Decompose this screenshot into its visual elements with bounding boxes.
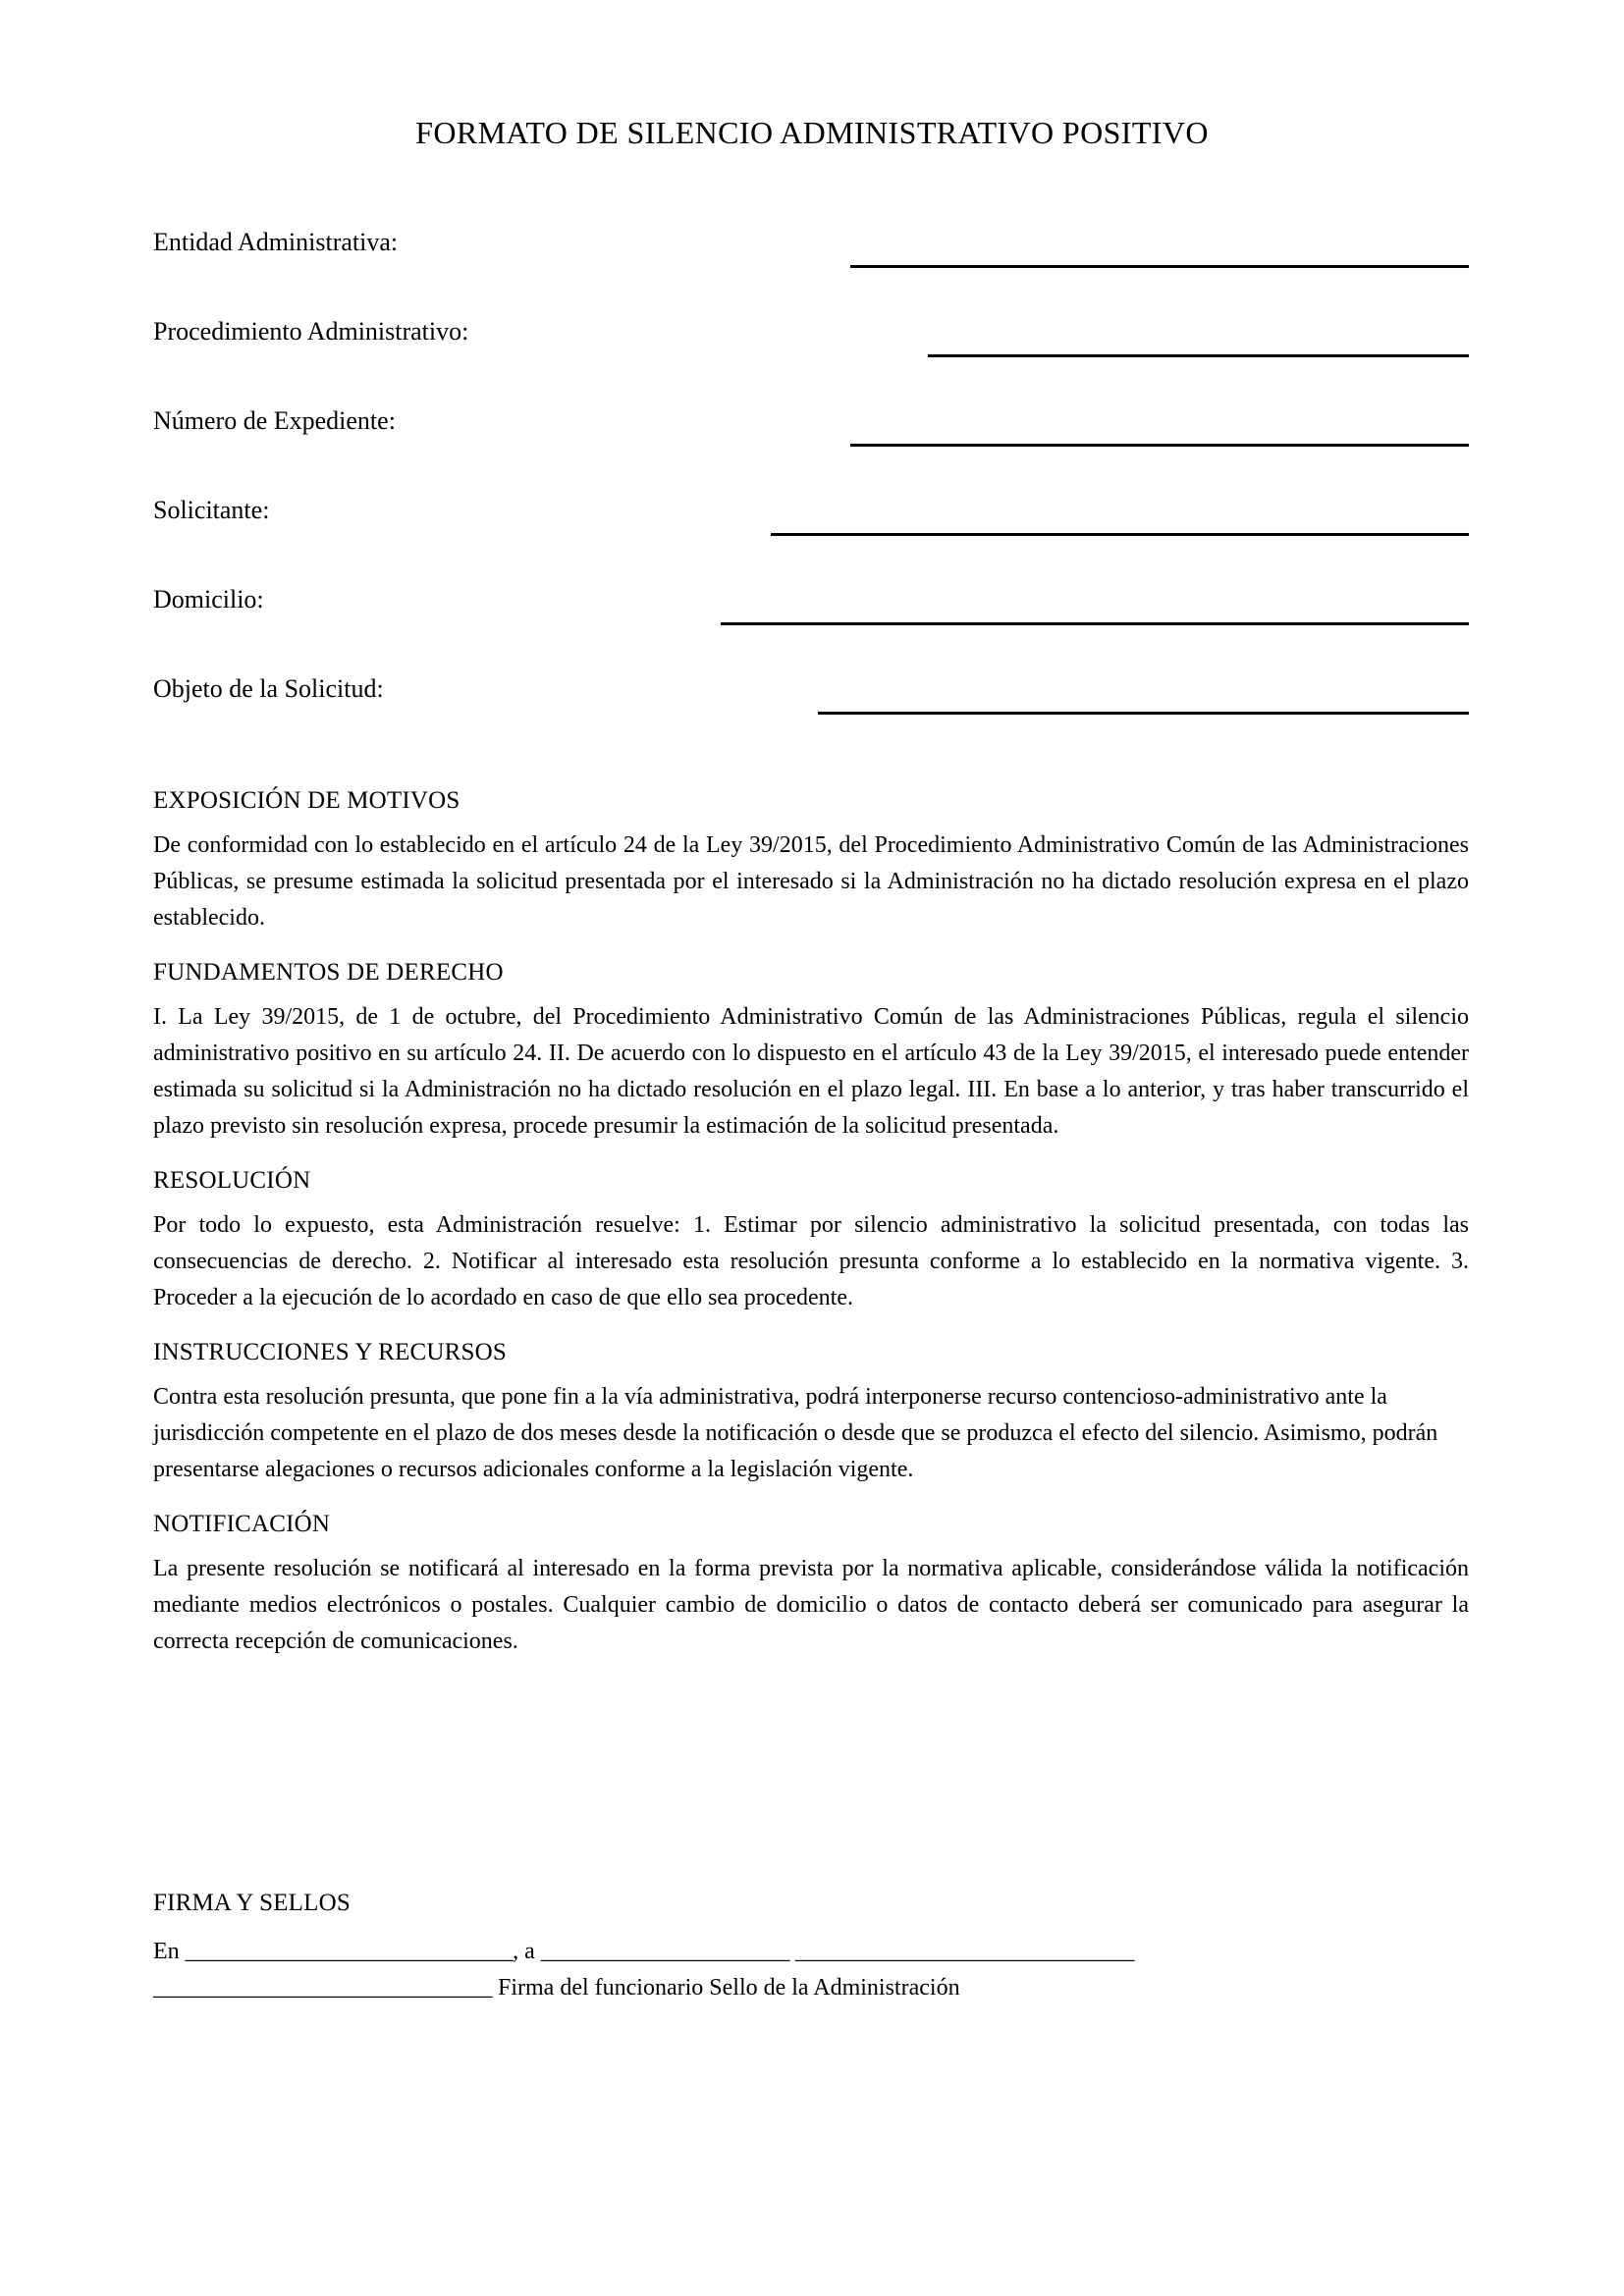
- field-rule-procedimiento-administrativo[interactable]: [928, 354, 1469, 357]
- section-heading-notificacion: NOTIFICACIÓN: [153, 1511, 331, 1538]
- field-label-entidad-administrativa: Entidad Administrativa:: [153, 228, 399, 256]
- field-label-objeto-de-la-solicitud: Objeto de la Solicitud:: [153, 674, 384, 703]
- section-body-exposicion-de-motivos: De conformidad con lo establecido en el artículo 24 de la Ley 39/2015, del Procedimiento Administrativo Común de las Administraciones Públicas, se presume estimada la solicitud presentada por el interesado si la Administración no ha dictado resolución expresa en el plazo establecido.: [153, 831, 1469, 931]
- field-row-numero-de-expediente: [153, 406, 1469, 496]
- field-rule-numero-de-expediente[interactable]: [850, 444, 1469, 447]
- field-rule-objeto-de-la-solicitud[interactable]: [818, 712, 1469, 715]
- signature-blank-place[interactable]: _____________________________: [185, 1938, 514, 1964]
- section-heading-fundamentos-de-derecho: FUNDAMENTOS DE DERECHO: [153, 959, 504, 987]
- signature-heading: FIRMA Y SELLOS: [153, 1890, 351, 1916]
- signature-line-place-date: [153, 1934, 1469, 1970]
- section-fundamentos-de-derecho: [153, 957, 1469, 1145]
- section-resolucion: [153, 1165, 1469, 1316]
- section-heading-exposicion-de-motivos: EXPOSICIÓN DE MOTIVOS: [153, 787, 460, 814]
- field-rule-domicilio[interactable]: [721, 622, 1469, 625]
- field-rule-entidad-administrativa[interactable]: [850, 265, 1469, 268]
- signature-roles-label: Firma del funcionario Sello de la Administración: [492, 1974, 960, 2001]
- form-fields-group: [153, 228, 1469, 764]
- field-label-domicilio: Domicilio:: [153, 585, 264, 614]
- signature-line-roles: [153, 1970, 1469, 2006]
- section-notificacion: [153, 1509, 1469, 1660]
- signature-block: [153, 1888, 1469, 2006]
- section-body-resolucion: Por todo lo expuesto, esta Administración resuelve: 1. Estimar por silencio administrativo la solicitud presentada, con todas las consecuencias de derecho. 2. Notificar al interesado esta resolución presunta conforme a lo establecido en la normativa vigente. 3. Proceder a la ejecución de lo acordado en caso de que ello sea procedente.: [153, 1211, 1469, 1311]
- signature-blank-third[interactable]: ______________________________: [794, 1938, 1134, 1964]
- signature-blank-date[interactable]: ______________________: [540, 1938, 789, 1964]
- signature-blank-signature[interactable]: ______________________________: [153, 1974, 492, 2001]
- document-body: [153, 785, 1469, 1682]
- section-heading-resolucion: RESOLUCIÓN: [153, 1167, 311, 1195]
- section-heading-instrucciones-y-recursos: INSTRUCCIONES Y RECURSOS: [153, 1339, 507, 1366]
- field-label-numero-de-expediente: Número de Expediente:: [153, 406, 396, 435]
- page-title: FORMATO DE SILENCIO ADMINISTRATIVO POSITIVO: [415, 115, 1209, 150]
- field-row-objeto-de-la-solicitud: [153, 674, 1469, 764]
- signature-separator-a: , a: [513, 1938, 541, 1964]
- field-rule-solicitante[interactable]: [771, 533, 1469, 536]
- field-label-procedimiento-administrativo: Procedimiento Administrativo:: [153, 317, 469, 346]
- section-body-instrucciones-y-recursos: Contra esta resolución presunta, que pone fin a la vía administrativa, podrá interponerse recurso contencioso-administrativo ante la jurisdicción competente en el plazo de dos meses desde la notificación o desde que se produzca el efecto del silencio. Asimismo, podrán presentarse alegaciones o recursos adicionales conforme a la legislación vigente.: [153, 1383, 1438, 1483]
- section-instrucciones-y-recursos: [153, 1337, 1469, 1488]
- signature-prefix-en: En: [153, 1938, 186, 1964]
- field-label-solicitante: Solicitante:: [153, 496, 270, 524]
- field-row-entidad-administrativa: [153, 228, 1469, 317]
- section-body-notificacion: La presente resolución se notificará al interesado en la forma prevista por la normativa aplicable, considerándose válida la notificación mediante medios electrónicos o postales. Cualquier cambio de domicilio o datos de contacto deberá ser comunicado para asegurar la correcta recepción de comunicaciones.: [153, 1555, 1469, 1655]
- field-row-domicilio: [153, 585, 1469, 674]
- field-row-solicitante: [153, 496, 1469, 585]
- section-exposicion-de-motivos: [153, 785, 1469, 936]
- section-body-fundamentos-de-derecho: I. La Ley 39/2015, de 1 de octubre, del Procedimiento Administrativo Común de las Administraciones Públicas, regula el silencio administrativo positivo en su artículo 24. II. De acuerdo con lo dispuesto en el artículo 43 de la Ley 39/2015, el interesado puede entender estimada su solicitud si la Administración no ha dictado resolución en el plazo legal. III. En base a lo anterior, y tras haber transcurrido el plazo previsto sin resolución expresa, procede presumir la estimación de la solicitud presentada.: [153, 1003, 1469, 1140]
- field-row-procedimiento-administrativo: [153, 317, 1469, 406]
